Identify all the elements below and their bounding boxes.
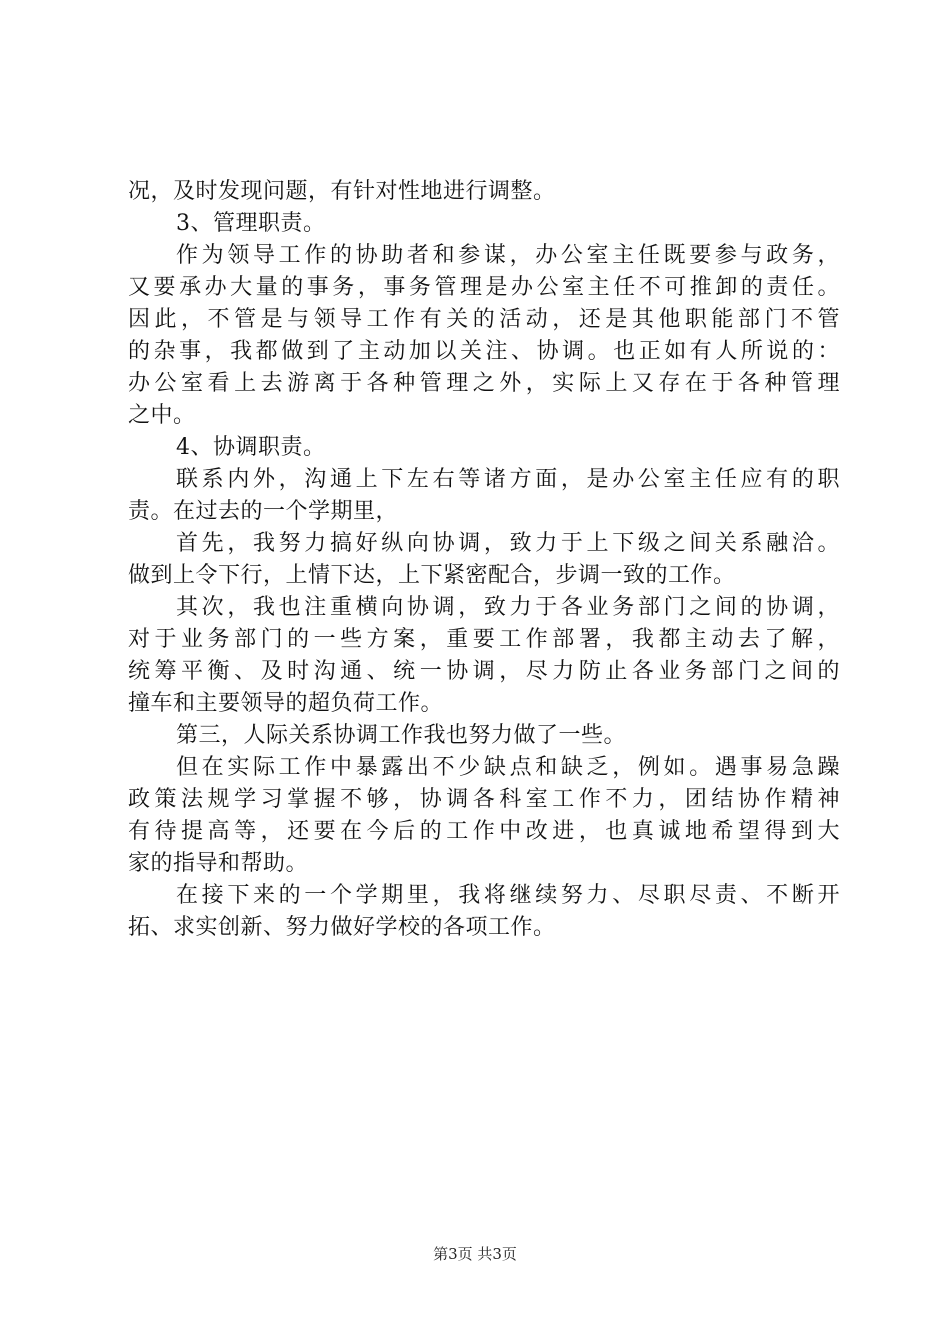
text-line: 因此，不管是与领导工作有关的活动，还是其他职能部门不管 bbox=[128, 307, 840, 332]
text-line: 拓、求实创新、努力做好学校的各项工作。 bbox=[128, 915, 556, 940]
text-line: 对于业务部门的一些方案，重要工作部署，我都主动去了解， bbox=[128, 627, 840, 652]
text-line: 家的指导和帮助。 bbox=[128, 851, 309, 876]
text-line: 况，及时发现问题，有针对性地进行调整。 bbox=[128, 179, 556, 204]
text-line: 4、协调职责。 bbox=[176, 435, 326, 460]
text-line: 又要承办大量的事务，事务管理是办公室主任不可推卸的责任。 bbox=[128, 275, 840, 300]
text-line: 做到上令下行，上情下达，上下紧密配合，步调一致的工作。 bbox=[128, 563, 736, 588]
text-line: 撞车和主要领导的超负荷工作。 bbox=[128, 691, 444, 716]
text-line: 统筹平衡、及时沟通、统一协调，尽力防止各业务部门之间的 bbox=[128, 659, 840, 684]
text-line: 联系内外，沟通上下左右等诸方面，是办公室主任应有的职 bbox=[176, 467, 840, 492]
text-line: 在接下来的一个学期里，我将继续努力、尽职尽责、不断开 bbox=[176, 883, 840, 908]
text-line: 第三，人际关系协调工作我也努力做了一些。 bbox=[176, 723, 627, 748]
text-line: 政策法规学习掌握不够，协调各科室工作不力，团结协作精神 bbox=[128, 787, 840, 812]
page-footer: 第3页 共3页 bbox=[433, 1245, 517, 1263]
text-line: 有待提高等，还要在今后的工作中改进，也真诚地希望得到大 bbox=[128, 819, 840, 844]
text-line: 3、管理职责。 bbox=[176, 211, 326, 236]
text-line: 但在实际工作中暴露出不少缺点和缺乏，例如。遇事易急躁 bbox=[176, 755, 840, 780]
text-line: 责。在过去的一个学期里， bbox=[128, 499, 399, 524]
text-line: 其次，我也注重横向协调，致力于各业务部门之间的协调， bbox=[176, 595, 840, 620]
text-line: 之中。 bbox=[128, 403, 196, 428]
text-line: 的杂事，我都做到了主动加以关注、协调。也正如有人所说的： bbox=[128, 339, 840, 364]
text-line: 办公室看上去游离于各种管理之外，实际上又存在于各种管理 bbox=[128, 371, 840, 396]
document-body bbox=[128, 176, 840, 944]
text-line: 作为领导工作的协助者和参谋，办公室主任既要参与政务， bbox=[176, 243, 840, 268]
text-line: 首先，我努力搞好纵向协调，致力于上下级之间关系融洽。 bbox=[176, 531, 840, 556]
